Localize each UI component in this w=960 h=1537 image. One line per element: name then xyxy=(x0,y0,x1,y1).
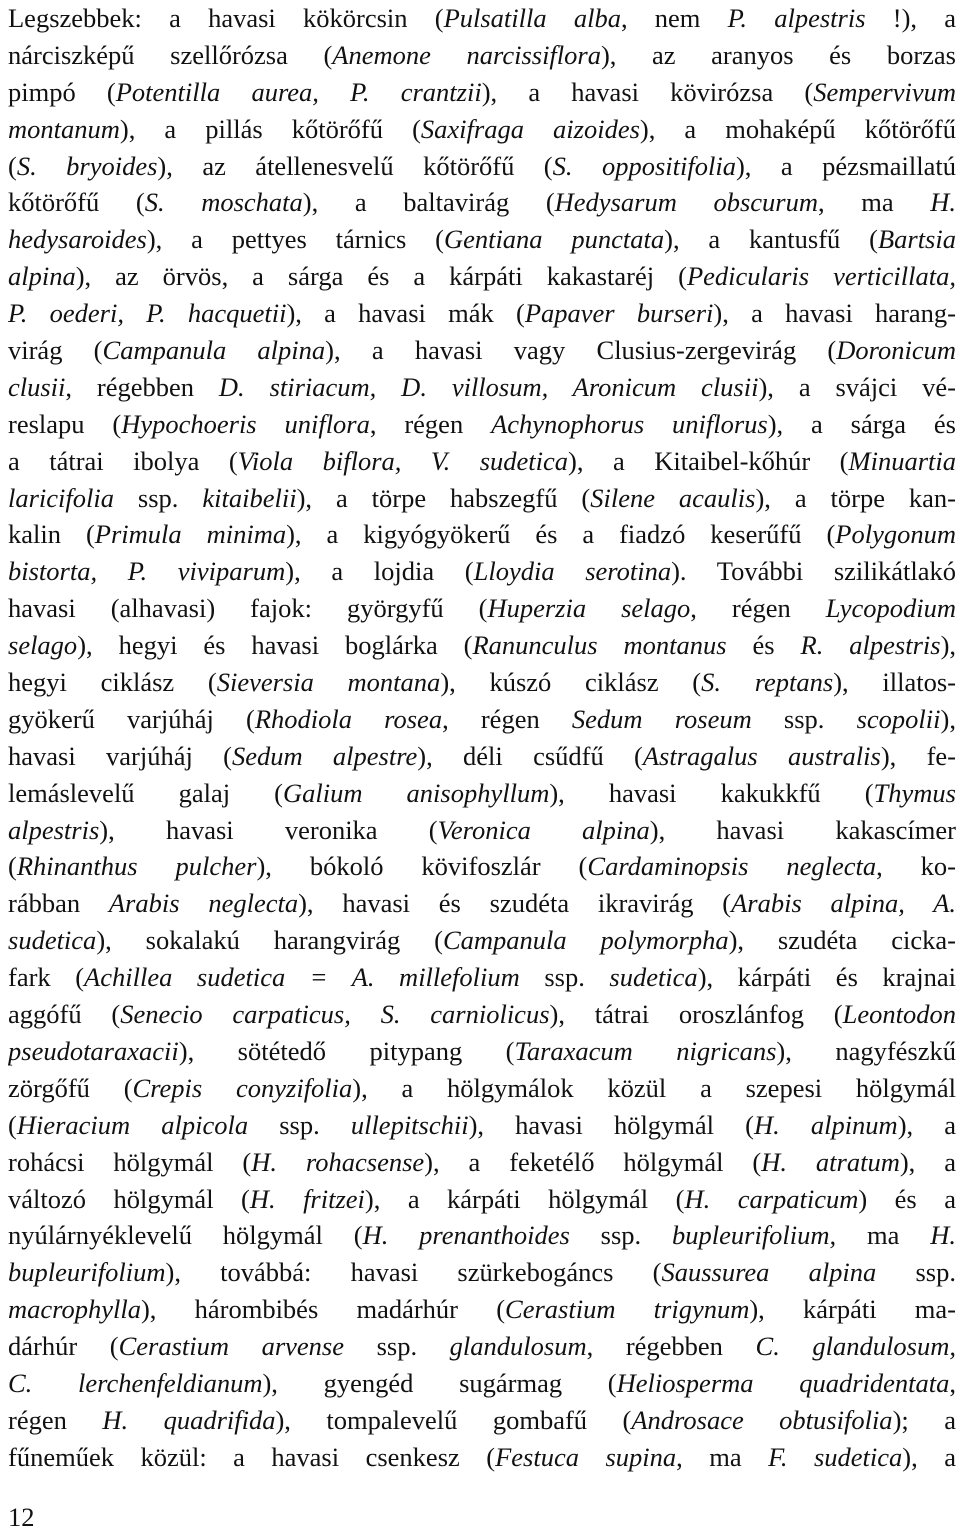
text-run: ), gyengéd sugármag ( xyxy=(262,1367,617,1398)
text-run: fark ( xyxy=(8,962,85,993)
species-name: Senecio carpaticus, S. carniolicus xyxy=(120,999,550,1030)
text-run: ssp. xyxy=(569,1220,673,1251)
species-name: Galium anisophyllum xyxy=(282,777,550,808)
species-name: Sempervivum xyxy=(813,76,956,107)
text-run: ), a pillás kőtörőfű ( xyxy=(119,113,421,144)
text-run: ), xyxy=(940,703,956,734)
text-run: változó hölgymál ( xyxy=(8,1183,250,1214)
text-run: ), a feketélő hölgymál ( xyxy=(424,1146,762,1177)
species-name: glandulosum xyxy=(449,1331,587,1362)
species-name: pseudotaraxacii xyxy=(8,1035,179,1066)
text-run: ), bókoló kövifoszlár ( xyxy=(256,851,588,882)
text-line xyxy=(8,590,956,627)
text-run: rábban xyxy=(8,888,109,919)
text-run: ), fe- xyxy=(880,740,956,771)
species-name: Cerastium arvense xyxy=(118,1331,344,1362)
species-name: bupleurifolium, xyxy=(672,1220,837,1251)
text-line xyxy=(8,812,956,849)
species-name: kitaibelii xyxy=(202,482,297,513)
text-line xyxy=(8,111,956,148)
text-run: dárhúr ( xyxy=(8,1331,119,1362)
text-run: kőtörőfű ( xyxy=(8,187,145,218)
text-run: , régen xyxy=(369,408,492,439)
text-line xyxy=(8,885,956,922)
species-name: Campanula polymorpha xyxy=(442,925,729,956)
species-name: Arabis alpina, A. xyxy=(731,888,956,919)
text-run: ), havasi kakascímer xyxy=(649,814,956,845)
text-line xyxy=(8,74,956,111)
species-name: alpestris xyxy=(8,814,100,845)
text-run: ) és a xyxy=(858,1183,956,1214)
text-run: aggófű ( xyxy=(8,999,121,1030)
text-line xyxy=(8,1144,956,1181)
species-name: Heliosperma quadridentata xyxy=(616,1367,950,1398)
text-run: ), a kantusfű ( xyxy=(664,224,878,255)
text-line xyxy=(8,1033,956,1070)
text-run: gyökerű varjúháj ( xyxy=(8,703,255,734)
species-name: Huperzia selago xyxy=(487,593,691,624)
text-run: ), nagyfészkű xyxy=(776,1035,956,1066)
species-name: sudetica xyxy=(609,962,698,993)
species-name: ullepitschii xyxy=(350,1109,469,1140)
species-name: H. quadrifida xyxy=(102,1404,276,1435)
text-run: ), a havasi kövirózsa ( xyxy=(481,76,814,107)
species-name: Campanula alpina xyxy=(102,335,326,366)
text-run: , régebben xyxy=(65,371,219,402)
text-run: ), kúszó ciklász ( xyxy=(440,667,702,698)
text-line xyxy=(8,332,956,369)
text-run: ), a havasi mák ( xyxy=(286,298,525,329)
text-line xyxy=(8,443,956,480)
species-name: selago xyxy=(8,630,78,661)
text-line xyxy=(8,959,956,996)
species-name: Hieracium alpicola xyxy=(16,1109,249,1140)
document-body xyxy=(8,0,956,1476)
species-name: scopolii xyxy=(856,703,941,734)
species-name: Lycopodium xyxy=(825,593,956,624)
text-run: ), a kigyógyökerű és a fiadzó keserűfű ( xyxy=(286,519,836,550)
text-run: hegyi ciklász ( xyxy=(8,667,217,698)
text-line xyxy=(8,184,956,221)
text-line xyxy=(8,1181,956,1218)
text-run: ), a Kitaibel-kőhúr ( xyxy=(568,445,849,476)
text-run: , régebben xyxy=(586,1331,756,1362)
text-run: nárciszképű szellőrózsa ( xyxy=(8,39,333,70)
text-run: ssp. xyxy=(519,962,610,993)
species-name: Cerastium trigynum xyxy=(505,1294,750,1325)
text-run: nyúlárnyéklevelű hölgymál ( xyxy=(8,1220,363,1251)
text-line xyxy=(8,295,956,332)
text-line xyxy=(8,1365,956,1402)
species-name: H. rohacsense xyxy=(251,1146,425,1177)
text-run: ), a sárga és xyxy=(767,408,956,439)
text-run: , ma xyxy=(676,1441,769,1472)
species-name: Arabis neglecta xyxy=(108,888,299,919)
text-run: ), a pézsmaillatú xyxy=(735,150,956,181)
page-number: 12 xyxy=(8,1502,35,1532)
species-name: Saussurea alpina xyxy=(661,1257,877,1288)
text-run: ssp. xyxy=(344,1331,450,1362)
species-name: clusii xyxy=(8,371,66,402)
text-run: havasi (alhavasi) fajok: györgyfű ( xyxy=(8,593,488,624)
text-run: ), xyxy=(940,630,956,661)
text-run: havasi varjúháj ( xyxy=(8,740,232,771)
text-run: ), hegyi és havasi boglárka ( xyxy=(77,630,473,661)
species-name: Festuca supina xyxy=(495,1441,677,1472)
species-name: Hedysarum obscurum xyxy=(554,187,818,218)
text-run: ), déli csűdfű ( xyxy=(417,740,643,771)
text-line xyxy=(8,1217,956,1254)
text-line xyxy=(8,1402,956,1439)
text-line xyxy=(8,1291,956,1328)
text-run: ), a xyxy=(897,1109,956,1140)
species-name: D. stiriacum, D. villosum, Aronicum clusii xyxy=(218,371,759,402)
text-line xyxy=(8,516,956,553)
text-run: ), továbbá: havasi szürkebogáncs ( xyxy=(165,1257,662,1288)
species-name: H. atratum xyxy=(761,1146,900,1177)
species-name: S. oppositifolia xyxy=(552,150,736,181)
species-name: Potentilla aurea, P. crantzii xyxy=(115,76,482,107)
species-name: Sedum roseum xyxy=(571,703,752,734)
text-line xyxy=(8,1107,956,1144)
species-name: Saxifraga aizoides xyxy=(420,113,640,144)
text-line xyxy=(8,922,956,959)
text-run: rohácsi hölgymál ( xyxy=(8,1146,252,1177)
text-run: ), a pettyes tárnics ( xyxy=(146,224,444,255)
text-run: ), havasi veronika ( xyxy=(99,814,438,845)
species-name: R. alpestris xyxy=(800,630,941,661)
species-name: H. xyxy=(930,1220,956,1251)
species-name: Minuartia xyxy=(848,445,956,476)
text-run: Legszebbek: a havasi kökörcsin ( xyxy=(8,3,444,33)
species-name: Viola biflora, V. sudetica xyxy=(237,445,569,476)
text-run: ), tompalevelű gombafű ( xyxy=(275,1404,632,1435)
text-line xyxy=(8,996,956,1033)
text-run: ), a kárpáti hölgymál ( xyxy=(364,1183,685,1214)
text-run: és xyxy=(726,630,801,661)
text-run: virág ( xyxy=(8,335,103,366)
text-run: ssp. xyxy=(114,482,203,513)
text-run: ), szudéta cicka- xyxy=(728,925,956,956)
text-run: , nem xyxy=(620,3,728,33)
text-run: ), az aranyos és borzas xyxy=(600,39,956,70)
species-name: Achillea sudetica = A. millefolium xyxy=(84,962,520,993)
text-run: pimpó ( xyxy=(8,76,116,107)
species-name: Thymus xyxy=(873,777,956,808)
text-run: ), az átellenesvelű kőtörőfű ( xyxy=(157,150,553,181)
text-run: ), kárpáti ma- xyxy=(749,1294,956,1325)
text-run: ), a xyxy=(902,1441,956,1472)
text-run: ( xyxy=(8,150,17,181)
text-run: ma xyxy=(836,1220,931,1251)
species-name: Gentiana punctata xyxy=(443,224,665,255)
text-run: ), a mohaképű kőtörőfű xyxy=(639,113,956,144)
text-run: ), kárpáti és krajnai xyxy=(697,962,956,993)
species-name: bupleurifolium xyxy=(8,1257,166,1288)
text-run: ). További szilikátlakó xyxy=(671,556,956,587)
text-run: , ko- xyxy=(876,851,956,882)
text-run: lemáslevelű galaj ( xyxy=(8,777,283,808)
species-name: P. oederi, P. hacquetii xyxy=(8,298,287,329)
species-name: Polygonum xyxy=(835,519,956,550)
text-run: ), a havasi vagy Clusius-zergevirág ( xyxy=(325,335,837,366)
text-line xyxy=(8,553,956,590)
species-name: H. prenanthoides xyxy=(362,1220,570,1251)
text-run: ), tátrai oroszlánfog ( xyxy=(549,999,843,1030)
text-line xyxy=(8,258,956,295)
species-name: Rhodiola rosea xyxy=(254,703,443,734)
species-name: Sieversia montana xyxy=(216,667,441,698)
species-name: Cardaminopsis neglecta xyxy=(587,851,877,882)
text-run: ), a lojdia ( xyxy=(285,556,474,587)
text-run: ), a xyxy=(899,1146,956,1177)
text-run: ), havasi és szudéta ikravirág ( xyxy=(298,888,732,919)
text-run: kalin ( xyxy=(8,519,95,550)
species-name: H. carpaticum xyxy=(684,1183,859,1214)
species-name: H. alpinum xyxy=(753,1109,898,1140)
text-line xyxy=(8,1254,956,1291)
text-run: a tátrai ibolya ( xyxy=(8,445,238,476)
text-run: fűneműek közül: a havasi csenkesz ( xyxy=(8,1441,496,1472)
species-name: C. lerchenfeldianum xyxy=(8,1367,263,1398)
species-name: Bartsia xyxy=(877,224,956,255)
text-run: ), a hölgymálok közül a szepesi hölgymál xyxy=(352,1072,956,1103)
species-name: sudetica xyxy=(8,925,97,956)
species-name: Astragalus australis xyxy=(642,740,881,771)
text-line xyxy=(8,1070,956,1107)
text-run: ), a havasi harang- xyxy=(713,298,956,329)
species-name: Primula minima xyxy=(94,519,287,550)
text-line xyxy=(8,848,956,885)
species-name: Anemone narcissiflora xyxy=(332,39,601,70)
text-line xyxy=(8,369,956,406)
text-line xyxy=(8,664,956,701)
text-run: ), havasi kakukkfű ( xyxy=(549,777,874,808)
text-line xyxy=(8,627,956,664)
species-name: bistorta, P. viviparum xyxy=(8,556,286,587)
text-line xyxy=(8,775,956,812)
text-line xyxy=(8,0,956,37)
species-name: montanum xyxy=(8,113,120,144)
species-name: H. xyxy=(930,187,956,218)
text-line xyxy=(8,221,956,258)
species-name: alpina xyxy=(8,261,76,292)
text-line xyxy=(8,1328,956,1365)
species-name: C. glandulosum, xyxy=(755,1331,956,1362)
species-name: Leontodon xyxy=(842,999,956,1030)
text-run: ssp. xyxy=(751,703,857,734)
text-line xyxy=(8,1439,956,1476)
text-run: ssp. xyxy=(248,1109,351,1140)
text-run: !), a xyxy=(865,3,956,33)
text-run: zörgőfű ( xyxy=(8,1072,133,1103)
text-run: ), a törpe habszegfű ( xyxy=(296,482,591,513)
species-name: macrophylla xyxy=(8,1294,141,1325)
species-name: H. fritzei xyxy=(249,1183,365,1214)
species-name: F. sudetica xyxy=(768,1441,903,1472)
species-name: Papaver burseri xyxy=(524,298,714,329)
species-name: Veronica alpina xyxy=(437,814,650,845)
species-name: Androsace obtusifolia xyxy=(631,1404,893,1435)
species-name: Doronicum xyxy=(836,335,956,366)
text-run: ), sötétedő pitypang ( xyxy=(178,1035,515,1066)
species-name: laricifolia xyxy=(8,482,114,513)
text-run: ), a törpe kan- xyxy=(755,482,956,513)
text-run: ); a xyxy=(892,1404,956,1435)
text-line xyxy=(8,148,956,185)
text-run: ), a svájci vé- xyxy=(758,371,956,402)
text-run: ( xyxy=(8,1109,17,1140)
text-run: , régen xyxy=(690,593,826,624)
text-run: ), sokalakú harangvirág ( xyxy=(96,925,443,956)
species-name: P. alpestris xyxy=(727,3,866,33)
text-run: ), hárombibés madárhúr ( xyxy=(140,1294,506,1325)
text-run: reslapu ( xyxy=(8,408,122,439)
species-name: Silene acaulis xyxy=(590,482,756,513)
species-name: Sedum alpestre xyxy=(231,740,418,771)
species-name: Ranunculus montanus xyxy=(472,630,727,661)
species-name: Crepis conyzifolia xyxy=(132,1072,353,1103)
text-run: régen xyxy=(8,1404,103,1435)
text-run: ssp. xyxy=(876,1257,956,1288)
text-run: , ma xyxy=(817,187,931,218)
text-run: ( xyxy=(8,851,17,882)
species-name: Rhinanthus pulcher xyxy=(16,851,257,882)
text-line xyxy=(8,701,956,738)
text-line xyxy=(8,37,956,74)
species-name: Pedicularis verticillata, xyxy=(686,261,956,292)
species-name: Lloydia serotina xyxy=(473,556,672,587)
species-name: S. bryoides xyxy=(16,150,158,181)
text-run: , régen xyxy=(442,703,572,734)
text-line xyxy=(8,406,956,443)
text-run: ), az örvös, a sárga és a kárpáti kakastaréj ( xyxy=(75,261,687,292)
text-run: ), havasi hölgymál ( xyxy=(468,1109,754,1140)
text-line xyxy=(8,480,956,517)
species-name: Taraxacum nigricans xyxy=(514,1035,777,1066)
species-name: Hypochoeris uniflora xyxy=(121,408,370,439)
species-name: S. moschata xyxy=(144,187,303,218)
species-name: hedysaroides xyxy=(8,224,147,255)
text-run: ), illatos- xyxy=(833,667,956,698)
species-name: Pulsatilla alba xyxy=(443,3,621,33)
species-name: S. reptans xyxy=(701,667,834,698)
species-name: Achynophorus uniflorus xyxy=(491,408,768,439)
text-line xyxy=(8,738,956,775)
text-run: , xyxy=(949,1367,956,1398)
text-run: ), a baltavirág ( xyxy=(302,187,555,218)
